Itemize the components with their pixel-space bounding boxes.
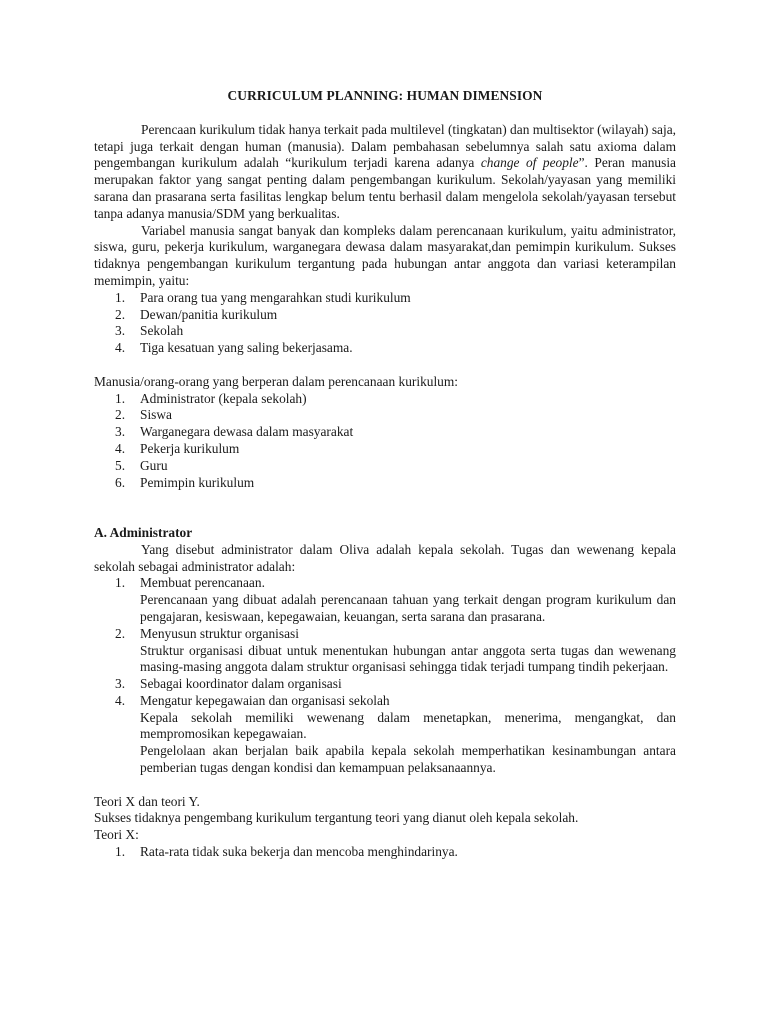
list-item: 1. Membuat perencanaan. Perencanaan yang dibuat adalah perencanaan tahuan yang terkait dengan program kurikulum dan pengajaran, kesiswaan, kepegawaian, keuangan, serta sarana dan prasarana. [115,575,676,624]
list-item: 3. Warganegara dewasa dalam masyarakat [115,424,354,440]
list-item: 1. Rata-rata tidak suka bekerja dan mencoba menghindarinya. [115,844,458,860]
section-a-heading: A. Administrator [94,524,193,540]
theory-line-3: Teori X: [94,827,139,843]
intro-paragraph-2: Variabel manusia sangat banyak dan kompleks dalam perencanaan kurikulum, yaitu administrator, siswa, guru, pekerja kurikulum, warganegara dewasa dalam masyarakat,dan pemimpin kurikulum. Sukses tidaknya pengembangan kurikulum tergantung pada hubungan antar anggota dan variasi keterampilan memimpin, yaitu: [94,222,676,288]
theory-line-1: Teori X dan teori Y. [94,793,200,809]
intro-paragraph-1: Perencaan kurikulum tidak hanya terkait pada multilevel (tingkatan) dan multisektor (wilayah) saja, tetapi juga terkait dengan human (manusia). Dalam pembahasan sebelumnya salah satu axioma dalam pengembangan kurikulum adalah “kurikulum terjadi karena adanya change of people”. Peran manusia merupakan faktor yang sangat penting dalam pengembangan kurikulum. Sekolah/yayasan yang memiliki sarana dan prasarana serta fasilitas lengkap belum tentu berhasil dalam mengelola sekolah/yayasan tersebut tanpa adanya manusia/SDM yang berkualitas. [94,121,676,221]
list-item: 4. Tiga kesatuan yang saling bekerjasama. [115,340,353,356]
people-lead: Manusia/orang-orang yang berperan dalam perencanaan kurikulum: [94,373,459,389]
administrator-duties-list [94,575,676,777]
list-item: 5. Guru [115,457,168,473]
list-item: 1. Para orang tua yang mengarahkan studi kurikulum [115,289,411,305]
list-item: 6. Pemimpin kurikulum [115,474,255,490]
list-item: 3. Sebagai koordinator dalam organisasi [115,676,342,692]
document-title: CURRICULUM PLANNING: HUMAN DIMENSION [227,88,543,103]
list-item: 4. Mengatur kepegawaian dan organisasi sekolah Kepala sekolah memiliki wewenang dalam menetapkan, menerima, mengangkat, dan mempromosikan kepegawaian. Pengelolaan akan berjalan baik apabila kepala sekolah memperhatikan kesinambungan antara pemberian tugas dengan kondisi dan kemampuan pelaksanaannya. [115,692,676,776]
list-item: 2. Dewan/panitia kurikulum [115,306,278,322]
emphasis-change-of-people: change of people [480,155,579,171]
list-item: 3. Sekolah [115,323,184,339]
list-item: 2. Siswa [115,407,172,423]
theory-x-list [94,844,676,861]
list-item: 1. Administrator (kepala sekolah) [115,390,307,406]
skills-list [94,290,676,357]
section-a-intro: Yang disebut administrator dalam Oliva adalah kepala sekolah. Tugas dan wewenang kepala sekolah sebagai administrator adalah: [94,541,676,574]
list-item: 2. Menyusun struktur organisasi Struktur organisasi dibuat untuk menentukan hubungan antar anggota serta tugas dan wewenang masing-masing anggota dalam struktur organisasi sehingga tidak terjadi tumpang tindih pekerjaan. [115,625,676,675]
people-list [94,391,676,492]
list-item: 4. Pekerja kurikulum [115,440,240,456]
theory-line-2: Sukses tidaknya pengembang kurikulum tergantung teori yang dianut oleh kepala sekolah. [94,810,579,826]
